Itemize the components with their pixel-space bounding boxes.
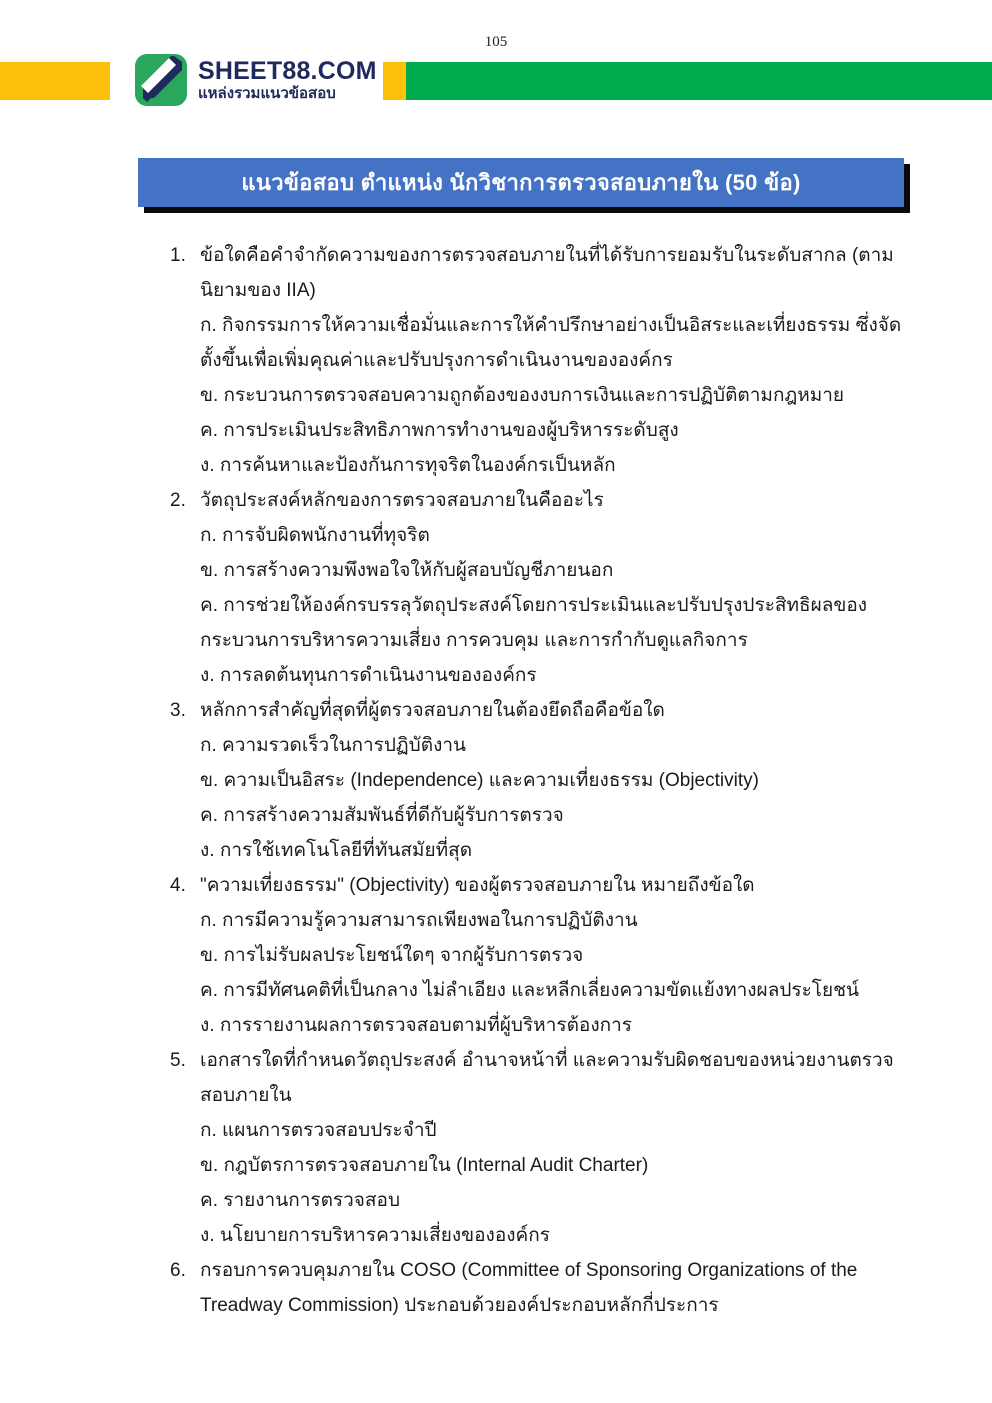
question-text: หลักการสำคัญที่สุดที่ผู้ตรวจสอบภายในต้องยึดถือคือข้อใด [200, 700, 665, 721]
choice-option: ง. การรายงานผลการตรวจสอบตามที่ผู้บริหารต้องการ [200, 1015, 632, 1036]
choice-option: ค. การช่วยให้องค์กรบรรลุวัตถุประสงค์โดยการประเมินและปรับปรุงประสิทธิผลของกระบวนการบริหารความเสี่ยง การควบคุม และการกำกับดูแลกิจการ [200, 595, 868, 651]
question-item [0, 868, 992, 1043]
exam-title: แนวข้อสอบ ตำแหน่ง นักวิชาการตรวจสอบภายใน (50 ข้อ) [241, 170, 801, 195]
question-number: 3. [170, 700, 186, 721]
question-number: 6. [170, 1260, 186, 1281]
choice-option: ข. ความเป็นอิสระ (Independence) และความเที่ยงธรรม (Objectivity) [200, 770, 759, 791]
choice-option: ก. ความรวดเร็วในการปฏิบัติงาน [200, 735, 467, 756]
choice-option: ข. การไม่รับผลประโยชน์ใดๆ จากผู้รับการตรวจ [200, 945, 584, 966]
choice-option: ง. นโยบายการบริหารความเสี่ยงขององค์กร [200, 1225, 550, 1246]
question-text: "ความเที่ยงธรรม" (Objectivity) ของผู้ตรวจสอบภายใน หมายถึงข้อใด [200, 875, 755, 896]
sheet88-logo [133, 52, 383, 108]
question-item [0, 1253, 992, 1323]
page-number: 105 [484, 34, 508, 50]
choice-option: ข. กระบวนการตรวจสอบความถูกต้องของงบการเงินและการปฏิบัติตามกฎหมาย [200, 385, 845, 406]
choice-option: ก. แผนการตรวจสอบประจำปี [200, 1120, 437, 1141]
question-number: 4. [170, 875, 186, 896]
choice-group [200, 1113, 907, 1253]
choice-option: ก. การจับผิดพนักงานที่ทุจริต [200, 525, 430, 546]
question-number: 5. [170, 1050, 186, 1071]
question-item [0, 238, 992, 483]
choice-group [200, 518, 907, 693]
question-number: 2. [170, 490, 186, 511]
header-banner [0, 0, 992, 118]
choice-group [200, 903, 907, 1043]
choice-group [200, 308, 907, 483]
choice-option: ข. การสร้างความพึงพอใจให้กับผู้สอบบัญชีภายนอก [200, 560, 614, 581]
question-number: 1. [170, 245, 186, 266]
choice-option: ก. การมีความรู้ความสามารถเพียงพอในการปฏิบัติงาน [200, 910, 638, 931]
choice-option: ข. กฎบัตรการตรวจสอบภายใน (Internal Audit Charter) [200, 1155, 649, 1176]
question-text: เอกสารใดที่กำหนดวัตถุประสงค์ อำนาจหน้าที่ และความรับผิดชอบของหน่วยงานตรวจสอบภายใน [200, 1050, 894, 1106]
question-item [0, 693, 992, 868]
logo-tagline: แหล่งรวมแนวข้อสอบ [198, 85, 336, 103]
banner-green-bar [406, 62, 992, 100]
question-text: กรอบการควบคุมภายใน COSO (Committee of Sponsoring Organizations of the Treadway Commission) ประกอบด้วยองค์ประกอบหลักกี่ประการ [200, 1260, 858, 1316]
exam-title-banner [138, 158, 904, 207]
choice-option: ค. การมีทัศนคติที่เป็นกลาง ไม่ลำเอียง และหลีกเลี่ยงความขัดแย้งทางผลประโยชน์ [200, 980, 860, 1001]
question-item [0, 483, 992, 693]
choice-option: ง. การใช้เทคโนโลยีที่ทันสมัยที่สุด [200, 840, 473, 861]
choice-option: ก. กิจกรรมการให้ความเชื่อมั่นและการให้คำปรึกษาอย่างเป็นอิสระและเที่ยงธรรม ซึ่งจัดตั้งขึ้นเพื่อเพิ่มคุณค่าและปรับปรุงการดำเนินงานขององค์กร [200, 315, 902, 371]
banner-yellow-bar-left [0, 62, 110, 100]
question-item [0, 1043, 992, 1253]
question-text: วัตถุประสงค์หลักของการตรวจสอบภายในคืออะไร [200, 490, 604, 511]
choice-option: ง. การลดต้นทุนการดำเนินงานขององค์กร [200, 665, 537, 686]
logo-brand-text: SHEET88.COM [198, 57, 377, 85]
choice-option: ค. การสร้างความสัมพันธ์ที่ดีกับผู้รับการตรวจ [200, 805, 564, 826]
choice-option: ง. การค้นหาและป้องกันการทุจริตในองค์กรเป็นหลัก [200, 455, 616, 476]
choice-option: ค. รายงานการตรวจสอบ [200, 1190, 401, 1211]
sheet88-s-icon [133, 52, 189, 108]
question-list [0, 238, 992, 1323]
question-text: ข้อใดคือคำจำกัดความของการตรวจสอบภายในที่ได้รับการยอมรับในระดับสากล (ตามนิยามของ IIA) [200, 245, 894, 301]
choice-option: ค. การประเมินประสิทธิภาพการทำงานของผู้บริหารระดับสูง [200, 420, 679, 441]
choice-group [200, 728, 907, 868]
